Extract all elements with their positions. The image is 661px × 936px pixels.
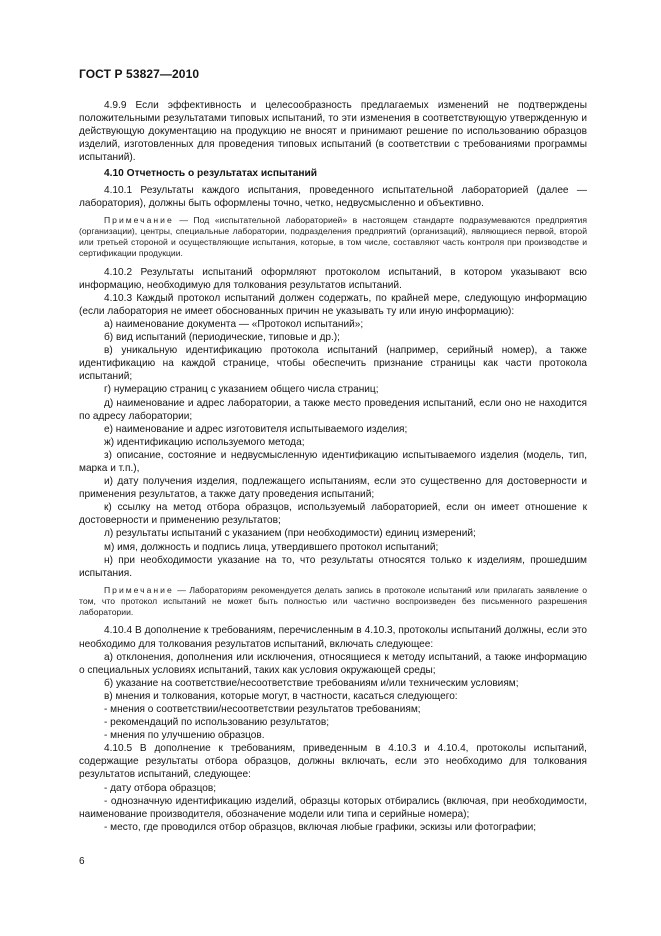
list-4-10-5-dash-1: - дату отбора образцов; bbox=[104, 782, 217, 794]
note-2 bbox=[79, 585, 587, 619]
list-4-10-4-item-a: а) отклонения, дополнения или исключения, относящиеся к методу испытаний, а также информацию о специальных условиях испытаний, таких как условия окружающей среды; bbox=[79, 651, 587, 676]
note-2-text: — Лабораториям рекомендуется делать запись в протоколе испытаний или прилагать заявление о том, что протокол испытаний не может быть полностью или частично воспроизведен без письменного разрешения лаборатории. bbox=[79, 584, 587, 618]
list-item-m: м) имя, должность и подпись лица, утвердившего протокол испытаний; bbox=[104, 541, 439, 553]
list-4-10-4-dash-2: - рекомендаций по использованию результатов; bbox=[104, 717, 330, 729]
list-item-v: в) уникальную идентификацию протокола испытаний (например, серийный номер), а также идентификацию на каждой странице, чтобы обеспечить признание страницы как части протокола испытаний; bbox=[79, 345, 587, 383]
list-4-10-5-dash-3: - место, где проводился отбор образцов, включая любые графики, эскизы или фотографии; bbox=[104, 821, 537, 833]
list-4-10-4-item-b: б) указание на соответствие/несоответствие требованиям и/или техническим условиям; bbox=[104, 677, 519, 689]
note-1 bbox=[79, 215, 587, 260]
document-body bbox=[79, 99, 587, 834]
note-2-label: Примечание bbox=[104, 584, 174, 595]
list-item-n: н) при необходимости указание на то, что результаты относятся только к изделиям, прошедшим испытания. bbox=[79, 554, 587, 579]
list-item-b: б) вид испытаний (периодические, типовые и др.); bbox=[104, 332, 340, 344]
document-header: ГОСТ Р 53827—2010 bbox=[79, 67, 200, 81]
clause-4-10-5: 4.10.5 В дополнение к требованиям, приведенным в 4.10.3 и 4.10.4, протоколы испытаний, содержащие результаты отбора образцов, должны включать, если это необходимо для толкования результатов испытаний, следующее: bbox=[79, 743, 587, 781]
list-4-10-4-dash-3: - мнения по улучшению образцов. bbox=[104, 730, 265, 742]
section-heading-4-10: 4.10 Отчетность о результатах испытаний bbox=[104, 168, 318, 180]
list-item-a: а) наименование документа — «Протокол испытаний»; bbox=[104, 318, 364, 330]
list-4-10-4-dash-1: - мнения о соответствии/несоответствии результатов требованиям; bbox=[104, 703, 421, 715]
list-item-g: г) нумерацию страниц с указанием общего числа страниц; bbox=[104, 384, 379, 396]
list-item-l: л) результаты испытаний с указанием (при необходимости) единиц измерений; bbox=[104, 528, 476, 540]
note-1-label: Примечание bbox=[104, 214, 174, 225]
list-item-k: к) ссылку на метод отбора образцов, используемый лабораторией, если он имеет отношение к достоверности и применению результатов; bbox=[79, 502, 587, 527]
list-item-e: е) наименование и адрес изготовителя испытываемого изделия; bbox=[104, 423, 408, 435]
page-number: 6 bbox=[79, 856, 85, 867]
clause-4-10-4: 4.10.4 В дополнение к требованиям, перечисленным в 4.10.3, протоколы испытаний должны, если это необходимо для толкования результатов испытаний, включать следующее: bbox=[79, 625, 587, 650]
list-4-10-5-dash-2: - однозначную идентификацию изделий, образцы которых отбирались (включая, при необходимости, наименование производителя, обозначение модели или типа и серийные номера); bbox=[79, 795, 587, 820]
list-item-d: д) наименование и адрес лаборатории, а также место проведения испытаний, если оно не находится по адресу лаборатории; bbox=[79, 397, 587, 422]
clause-4-9-9: 4.9.9 Если эффективность и целесообразность предлагаемых изменений не подтверждены положительными результатами типовых испытаний, то эти изменения в соответствующую утвержденную и действующую документацию на продукцию не вносят и принимают решение по использованию образцов изделий, изготовленных для проведения типовых испытаний (в соответствии с требованиями программы испытаний). bbox=[79, 100, 587, 164]
list-item-z: з) описание, состояние и недвусмысленную идентификацию испытываемого изделия (модель, тип, марка и т.п.), bbox=[79, 449, 587, 474]
clause-4-10-3: 4.10.3 Каждый протокол испытаний должен содержать, по крайней мере, следующую информацию (если лаборатория не имеет обоснованных причин не указывать ту или иную информацию): bbox=[79, 292, 587, 317]
list-item-zh: ж) идентификацию используемого метода; bbox=[104, 436, 305, 448]
note-1-text: — Под «испытательной лабораторией» в настоящем стандарте подразумеваются предприятия (организации), центры, специальные лаборатории, подразделения предприятий (организаций), являющиеся первой, второй или третьей стороной и осуществляющие испытания, которые, в том числе, составляют часть контроля при производстве и сертификации продукции. bbox=[79, 214, 587, 259]
list-item-i: и) дату получения изделия, подлежащего испытаниям, если это существенно для достоверности и применения результатов, а также дату проведения испытаний; bbox=[79, 476, 587, 501]
list-4-10-4-item-v: в) мнения и толкования, которые могут, в частности, касаться следующего: bbox=[104, 690, 458, 702]
clause-4-10-2: 4.10.2 Результаты испытаний оформляют протоколом испытаний, в котором указывают всю информацию, необходимую для толкования результатов испытаний. bbox=[79, 266, 587, 291]
clause-4-10-1: 4.10.1 Результаты каждого испытания, проведенного испытательной лабораторией (далее — лаборатория), должны быть оформлены точно, четко, недвусмысленно и объективно. bbox=[79, 184, 587, 209]
